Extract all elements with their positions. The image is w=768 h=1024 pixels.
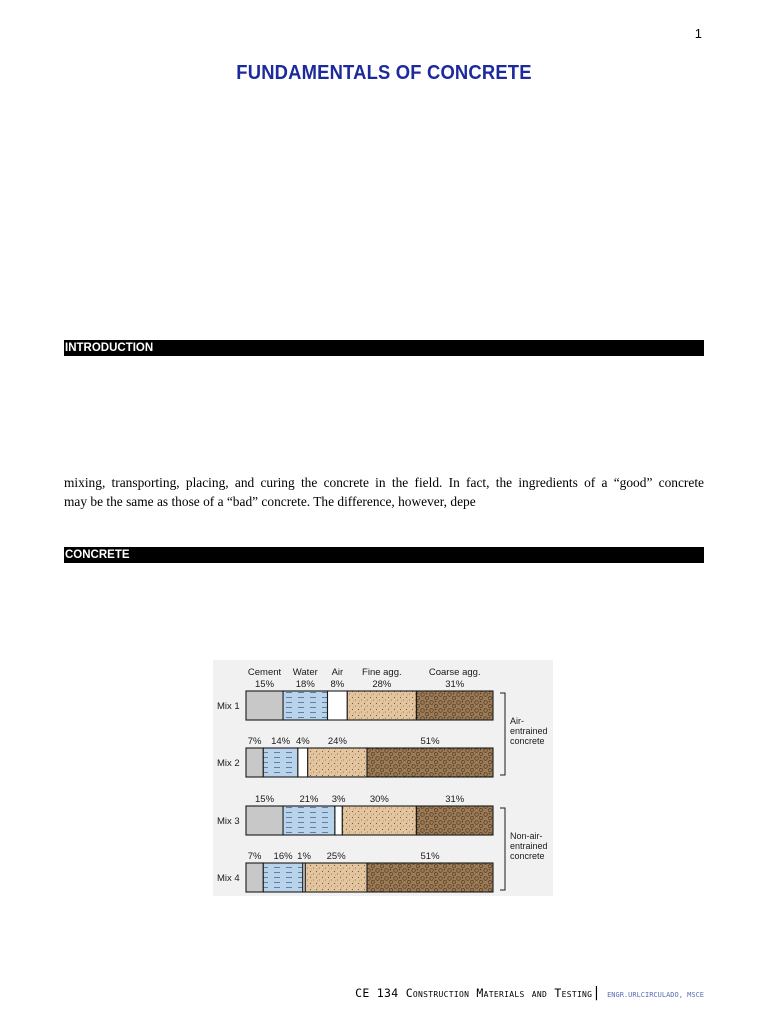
mix-proportions-figure [213, 660, 553, 896]
percent-label: 7% [247, 736, 262, 747]
bar-segment-water [263, 863, 303, 892]
percent-label: 18% [295, 679, 315, 690]
bar-segment-cement [246, 863, 263, 892]
group-label: Non-air- [510, 831, 543, 841]
bar-segment-fine [342, 806, 416, 835]
percent-label: 51% [420, 851, 440, 862]
paragraph-line: mixing, transporting, placing, and curing the concrete in the field. In fact, the ingredients of a “good” concrete [64, 475, 704, 490]
page-title: FUNDAMENTALS OF CONCRETE [236, 62, 532, 84]
mix-label: Mix 3 [217, 816, 240, 827]
percent-label: 1% [297, 851, 311, 862]
section-heading-concrete: CONCRETE [64, 547, 704, 563]
percent-label: 7% [247, 851, 262, 862]
bar-segment-cement [246, 806, 283, 835]
group-label: concrete [510, 851, 545, 861]
percent-label: 3% [331, 794, 346, 805]
percent-label: 21% [299, 794, 319, 805]
percent-label: 16% [273, 851, 293, 862]
group-label: concrete [510, 736, 545, 746]
bar-segment-air [298, 748, 308, 777]
column-header-coarse: Coarse agg. [428, 667, 481, 678]
percent-label: 14% [271, 736, 291, 747]
bar-segment-coarse [367, 748, 493, 777]
column-header-water: Water [292, 667, 318, 678]
bar-segment-fine [305, 863, 367, 892]
bar-segment-coarse [416, 806, 493, 835]
percent-label: 31% [445, 679, 465, 690]
group-label: Air- [510, 716, 524, 726]
bar-segment-fine [347, 691, 416, 720]
percent-label: 15% [255, 679, 275, 690]
percent-label: 4% [295, 736, 310, 747]
bar-segment-coarse [416, 691, 493, 720]
percent-label: 51% [420, 736, 440, 747]
column-header-air: Air [331, 667, 344, 678]
bar-segment-coarse [367, 863, 493, 892]
mix-proportions-chart [213, 660, 553, 896]
footer-course: CE 134 Construction Materials and Testing [355, 986, 593, 1000]
mix-label: Mix 2 [217, 758, 240, 769]
bar-segment-cement [246, 691, 283, 720]
introduction-paragraph [64, 473, 704, 511]
group-label: entrained [510, 841, 548, 851]
percent-label: 31% [445, 794, 465, 805]
bar-segment-air [328, 691, 348, 720]
column-header-fine: Fine agg. [362, 667, 402, 678]
footer-separator: | [592, 985, 601, 1001]
bar-segment-water [263, 748, 298, 777]
percent-label: 24% [327, 736, 347, 747]
bar-segment-cement [246, 748, 263, 777]
percent-label: 28% [372, 679, 392, 690]
mix-label: Mix 1 [217, 701, 240, 712]
footer-author: ENGR.URLCIRCULADO, MSCE [607, 991, 704, 999]
paragraph-line: may be the same as those of a “bad” concrete. The difference, however, depe [64, 494, 476, 509]
group-bracket [500, 808, 505, 890]
bar-segment-water [283, 806, 335, 835]
section-heading-introduction: INTRODUCTION [64, 340, 704, 356]
group-label: entrained [510, 726, 548, 736]
bar-segment-water [283, 691, 327, 720]
page-footer [0, 985, 704, 1001]
percent-label: 25% [326, 851, 346, 862]
column-header-cement: Cement [247, 667, 282, 678]
page-number: 1 [694, 26, 702, 41]
bar-segment-fine [308, 748, 367, 777]
percent-label: 30% [369, 794, 389, 805]
mix-label: Mix 4 [217, 873, 240, 884]
percent-label: 8% [330, 679, 345, 690]
group-bracket [500, 693, 505, 775]
percent-label: 15% [255, 794, 275, 805]
bar-segment-air [335, 806, 342, 835]
